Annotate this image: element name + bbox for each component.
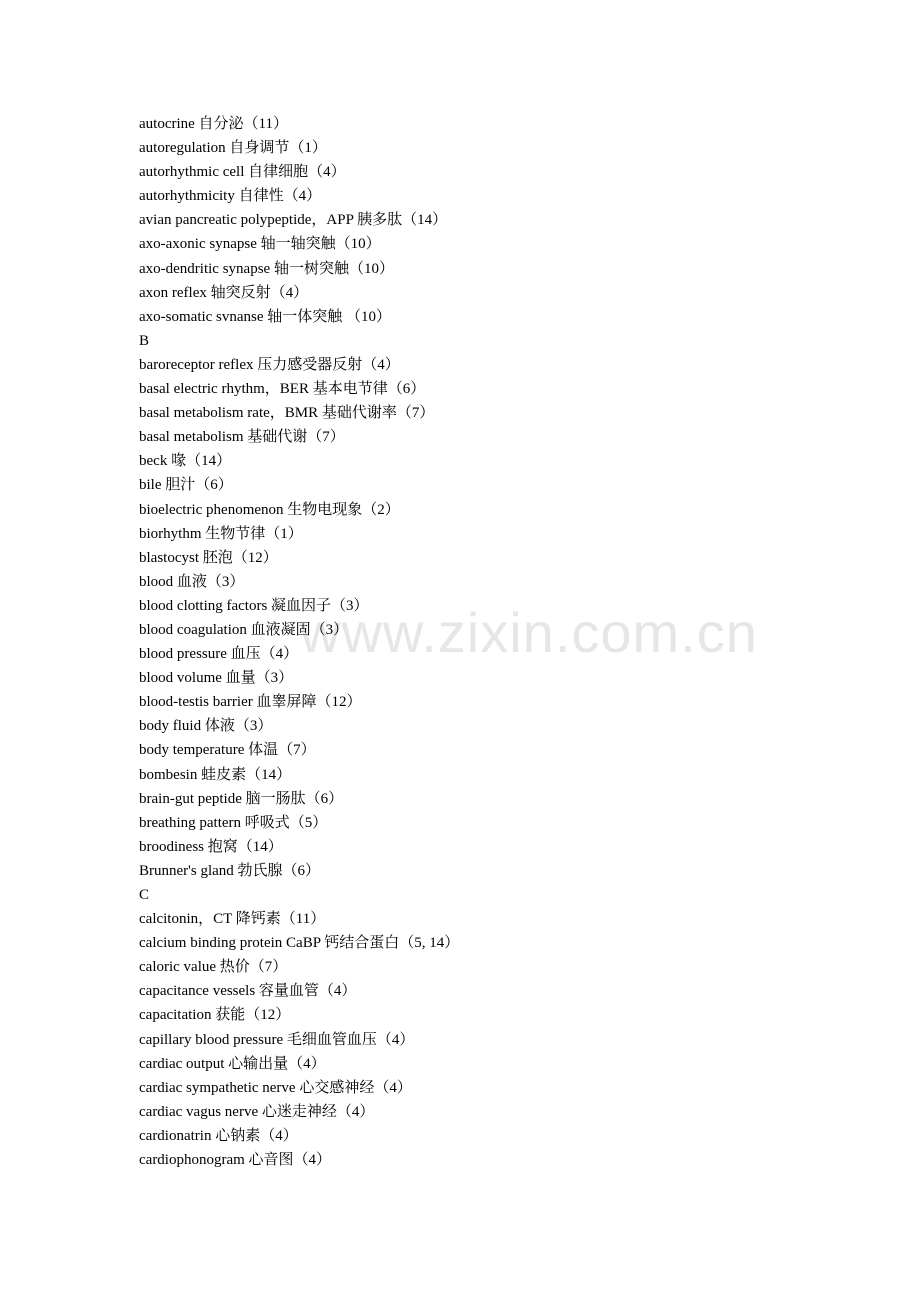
glossary-entry: axo-axonic synapse 轴一轴突触（10） (139, 236, 381, 253)
glossary-list (139, 112, 859, 1172)
glossary-entry: biorhythm 生物节律（1） (139, 525, 303, 542)
glossary-entry: blood coagulation 血液凝固（3） (139, 621, 349, 638)
glossary-entry: autocrine 自分泌（11） (139, 116, 288, 132)
glossary-entry: broodiness 抱窝（14） (139, 838, 283, 855)
glossary-entry: cardiac sympathetic nerve 心交感神经（4） (139, 1079, 412, 1096)
glossary-entry: basal metabolism rate，BMR 基础代谢率（7） (139, 405, 435, 422)
glossary-entry: calcitonin，CT 降钙素（11） (139, 911, 326, 928)
glossary-entry: capacitance vessels 容量血管（4） (139, 983, 357, 1000)
glossary-entry: B (139, 332, 150, 349)
glossary-entry: calcium binding protein CaBP 钙结合蛋白（5, 14） (139, 935, 460, 952)
glossary-entry: cardiac output 心输出量（4） (139, 1055, 326, 1072)
glossary-entry: avian pancreatic polypeptide，APP 胰多肽（14） (139, 212, 448, 229)
glossary-entry: beck 喙（14） (139, 453, 232, 470)
glossary-entry: blood 血液（3） (139, 573, 245, 590)
glossary-entry: cardiac vagus nerve 心迷走神经（4） (139, 1103, 375, 1120)
glossary-entry: breathing pattern 呼吸式（5） (139, 814, 328, 831)
glossary-entry: blood clotting factors 凝血因子（3） (139, 597, 369, 614)
glossary-entry: capillary blood pressure 毛细血管血压（4） (139, 1031, 415, 1048)
glossary-entry: baroreceptor reflex 压力感受器反射（4） (139, 356, 400, 373)
glossary-entry: body fluid 体液（3） (139, 718, 273, 735)
glossary-entry: body temperature 体温（7） (139, 742, 316, 759)
glossary-entry: blood pressure 血压（4） (139, 646, 299, 663)
glossary-entry: C (139, 887, 150, 903)
glossary-entry: bile 胆汁（6） (139, 477, 233, 494)
glossary-entry: basal metabolism 基础代谢（7） (139, 429, 345, 446)
glossary-entry: blood volume 血量（3） (139, 670, 294, 687)
glossary-entry: axo-somatic svnanse 轴一体突触 （10） (139, 308, 392, 325)
glossary-entry: autoregulation 自身调节（1） (139, 140, 327, 157)
glossary-entry: autorhythmic cell 自律细胞（4） (139, 164, 346, 181)
glossary-entry: caloric value 热价（7） (139, 959, 288, 976)
glossary-entry: cardiophonogram 心音图（4） (139, 1152, 332, 1169)
watermark: www.zixin.com.cn (300, 601, 758, 664)
glossary-entry: brain-gut peptide 脑一肠肽（6） (139, 790, 344, 807)
glossary-entry: basal electric rhythm，BER 基本电节律（6） (139, 381, 426, 398)
glossary-entry: bombesin 蛙皮素（14） (139, 766, 292, 783)
glossary-entry: Brunner's gland 勃氏腺（6） (139, 862, 321, 879)
glossary-entry: blood-testis barrier 血睾屏障（12） (139, 694, 362, 711)
glossary-entry: axon reflex 轴突反射（4） (139, 284, 309, 301)
glossary-entry: axo-dendritic synapse 轴一树突触（10） (139, 260, 394, 277)
glossary-entry: cardionatrin 心钠素（4） (139, 1127, 298, 1144)
glossary-entry: blastocyst 胚泡（12） (139, 549, 278, 566)
glossary-entry: bioelectric phenomenon 生物电现象（2） (139, 501, 400, 518)
glossary-entry: capacitation 获能（12） (139, 1007, 291, 1024)
glossary-entry: autorhythmicity 自律性（4） (139, 188, 322, 205)
